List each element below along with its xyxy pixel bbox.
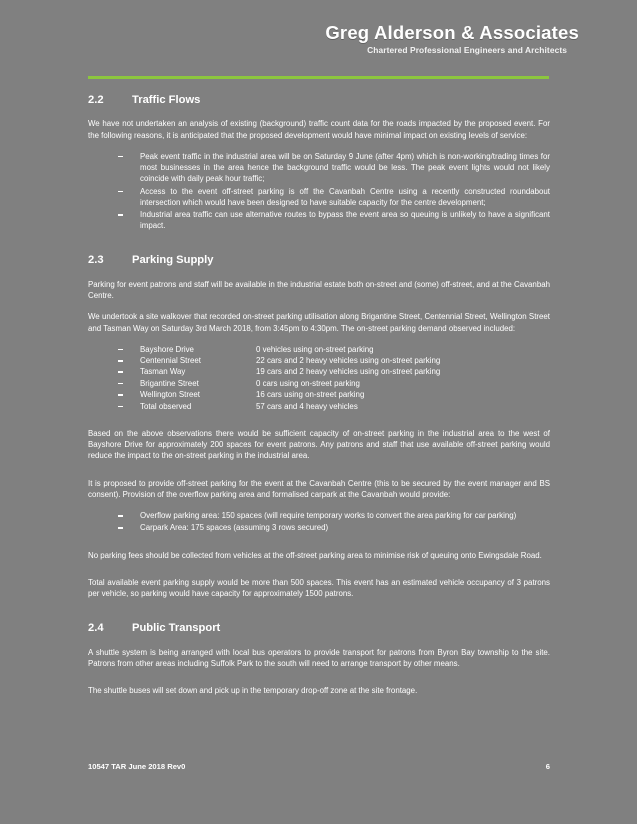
section-spacer (88, 241, 550, 254)
document-body (88, 94, 550, 706)
page-number: 6 (545, 762, 550, 771)
street-name: Brigantine Street (140, 378, 199, 388)
company-name: Greg Alderson & Associates (325, 22, 579, 43)
list-item: Overflow parking area: 150 spaces (will require temporary works to convert the area parking for car parking) (116, 510, 550, 521)
header-divider-rule (88, 76, 549, 79)
section-heading-traffic-flows (88, 94, 550, 107)
parking-supply-paragraph-5: No parking fees should be collected from vehicles at the off-street parking area to minimise risk of queuing onto Ewingsdale Road. (88, 550, 542, 560)
footer-reference: 10547 TAR June 2018 Rev0 (88, 762, 186, 771)
section-title: Parking Supply (132, 254, 214, 267)
street-observation: 57 cars and 4 heavy vehicles (256, 401, 358, 411)
section-title: Public Transport (132, 622, 221, 635)
street-observation: 22 cars and 2 heavy vehicles using on-street parking (256, 356, 441, 366)
street-observation: 16 cars using on-street parking (256, 390, 365, 400)
section-number: 2.4 (88, 622, 104, 635)
section-heading-public-transport (88, 622, 550, 635)
table-row (116, 355, 550, 366)
list-item: Peak event traffic in the industrial area will be on Saturday 9 June (after 4pm) which is non-working/trading times for most businesses in the area hence the background traffic would be less. The peak event lights would not likely coincide with daily peak hour traffic; (116, 151, 550, 185)
company-tagline: Chartered Professional Engineers and Architects (367, 45, 567, 56)
public-transport-paragraph-2: The shuttle buses will set down and pick up in the temporary drop-off zone at the site frontage. (88, 686, 418, 696)
street-observation: 19 cars and 2 heavy vehicles using on-street parking (256, 367, 441, 377)
parking-supply-paragraph-1: Parking for event patrons and staff will be available in the industrial estate both on-street and (some) off-street, and at the Cavanbah Centre. (88, 279, 550, 301)
table-row (116, 389, 550, 400)
section-spacer (88, 609, 550, 622)
document-header (0, 22, 637, 55)
on-street-parking-observation-list (88, 344, 550, 412)
list-item: Access to the event off-street parking is off the Cavanbah Centre using a recently constructed roundabout intersection which would have been designed to have suitable capacity for the centre development; (116, 186, 550, 208)
public-transport-paragraph-1: A shuttle system is being arranged with local bus operators to provide transport for patrons from Byron Bay township to the site. Patrons from other areas including Suffolk Park to the south will need to arrange transport by other means. (88, 647, 550, 668)
street-name: Total observed (140, 401, 192, 411)
offstreet-parking-bullet-list (88, 510, 550, 533)
street-name: Tasman Way (140, 367, 186, 377)
table-row (116, 401, 550, 412)
street-name: Bayshore Drive (140, 344, 194, 354)
table-row (116, 366, 550, 377)
street-observation: 0 vehicles using on-street parking (256, 344, 374, 354)
table-row (116, 378, 550, 389)
traffic-flows-intro: We have not undertaken an analysis of existing (background) traffic count data for the roads impacted by the proposed event. For the following reasons, it is anticipated that the proposed development would have minimal impact on existing levels of service: (88, 119, 550, 140)
parking-supply-paragraph-6: Total available event parking supply would be more than 500 spaces. This event has an estimated vehicle occupancy of 3 patrons per vehicle, so parking would have capacity for approximately 1500 patrons. (88, 577, 550, 598)
street-observation: 0 cars using on-street parking (256, 378, 360, 388)
document-footer (88, 762, 550, 771)
street-name: Wellington Street (140, 390, 200, 400)
list-item: Carpark Area: 175 spaces (assuming 3 rows secured) (116, 522, 550, 533)
section-number: 2.2 (88, 94, 104, 106)
traffic-flows-bullet-list (88, 151, 550, 232)
parking-supply-paragraph-4: It is proposed to provide off-street parking for the event at the Cavanbah Centre (this to be secured by the event manager and BS consent). Provision of the overflow parking area and formalised carpark at the Cavanbah would provide: (88, 478, 550, 499)
parking-supply-paragraph-3: Based on the above observations there would be sufficient capacity of on-street parking in the industrial area to the west of Bayshore Drive for approximately 200 spaces for event patrons. Any patrons and staff that use available off-street parking would reduce the impact to the on-street parking in the industrial area. (88, 428, 550, 461)
section-heading-parking-supply (88, 254, 550, 267)
section-number: 2.3 (88, 254, 104, 267)
table-row (116, 344, 550, 355)
section-title: Traffic Flows (132, 94, 201, 106)
parking-supply-paragraph-2: We undertook a site walkover that recorded on-street parking utilisation along Brigantine Street, Centennial Street, Wellington Street and Tasman Way on Saturday 3rd March 2018, from 3:45pm to 4:30pm. The on-street parking demand observed included: (88, 312, 550, 333)
street-name: Centennial Street (140, 356, 201, 366)
list-item: Industrial area traffic can use alternative routes to bypass the event area so queuing is unlikely to have a significant impact. (116, 209, 550, 231)
